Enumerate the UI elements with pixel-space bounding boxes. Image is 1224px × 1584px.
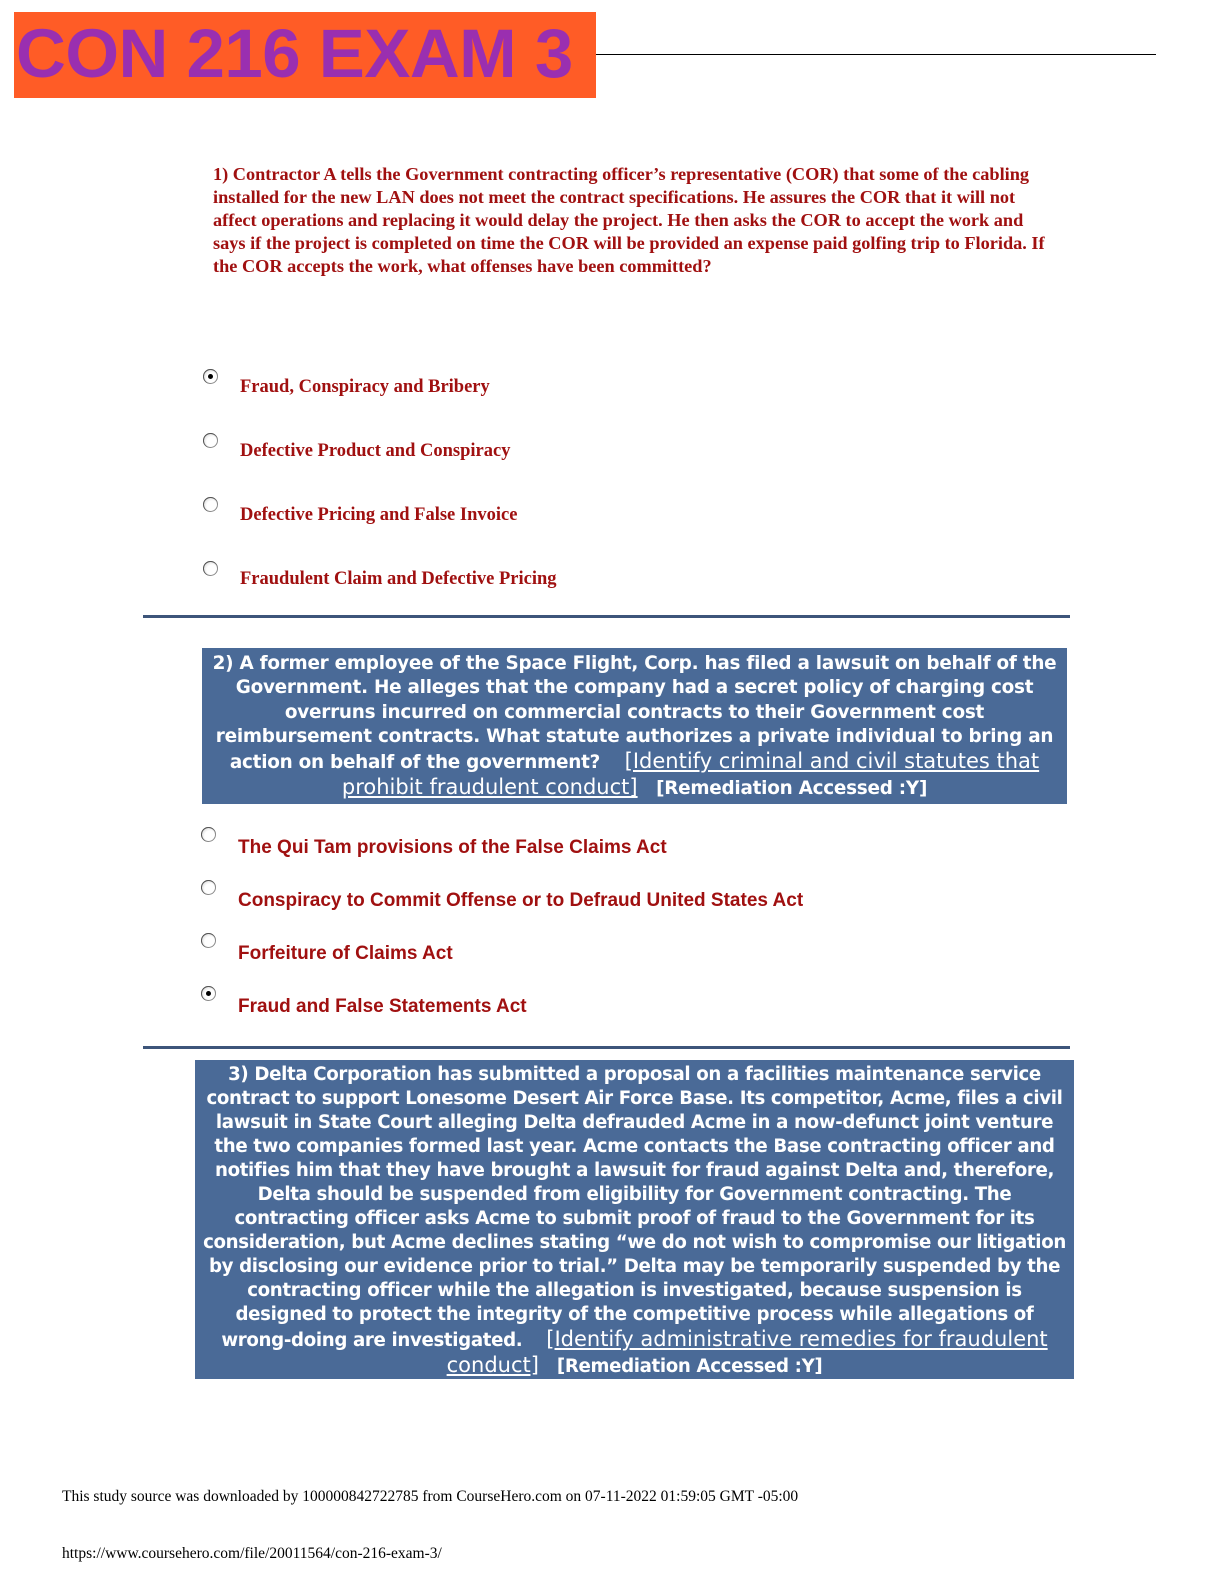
question-1-text: 1) Contractor A tells the Government contracting officer’s representative (COR) that some of the cabling installed for the new LAN does not meet the contract specifications. He assures the COR that it will not affect operations and replacing it would delay the project. He then asks the COR to accept the work and says if the project is completed on time the COR will be provided an expense paid golfing trip to Florida. If the COR accepts the work, what offenses have been committed? xyxy=(213,164,1045,276)
q1-option-3-label[interactable]: Defective Pricing and False Invoice xyxy=(240,505,518,525)
q1-option-3-radio[interactable] xyxy=(203,497,218,512)
q2-option-2-radio[interactable] xyxy=(201,880,216,895)
question-3-text: 3) Delta Corporation has submitted a proposal on a facilities maintenance service contract to support Lonesome Desert Air Force Base. Its competitor, Acme, files a civil lawsuit in State Court alleging Delta defrauded Acme in a now-defunct joint venture the two companies formed last year. Acme contacts the Base contracting officer and notifies him that they have brought a lawsuit for fraud against Delta and, therefore, Delta should be suspended from eligibility for Government contracting. The contracting officer asks Acme to submit proof of fraud to the Government for its consideration, but Acme declines stating “we do not wish to compromise our litigation by disclosing our evidence prior to trial.” Delta may be temporarily suspended by the contracting officer while the allegation is investigated, because suspension is designed to protect the integrity of the competitive process while allegations of wrong-doing are investigated. xyxy=(203,1064,1066,1351)
q2-remediation-status: [Remediation Accessed :Y] xyxy=(656,778,928,800)
q2-option-1-radio[interactable] xyxy=(201,827,216,842)
question-2-box xyxy=(202,648,1067,804)
q2-remediation-link[interactable]: [Identify criminal and civil statutes that prohibit fraudulent conduct] xyxy=(341,749,1040,800)
section-divider xyxy=(143,1046,1070,1049)
q2-option-3-radio[interactable] xyxy=(201,933,216,948)
q1-option-2-label[interactable]: Defective Product and Conspiracy xyxy=(240,441,511,461)
q1-option-2-radio[interactable] xyxy=(203,433,218,448)
question-3-box xyxy=(195,1060,1074,1379)
title-rule xyxy=(596,54,1156,55)
q1-option-4-radio[interactable] xyxy=(203,561,218,576)
q1-option-4-label[interactable]: Fraudulent Claim and Defective Pricing xyxy=(240,569,557,589)
q2-option-3-label[interactable]: Forfeiture of Claims Act xyxy=(238,943,453,964)
footer-url[interactable]: https://www.coursehero.com/file/20011564/con-216-exam-3/ xyxy=(62,1545,442,1562)
q2-option-2-label[interactable]: Conspiracy to Commit Offense or to Defraud United States Act xyxy=(238,890,804,911)
page-title: CON 216 EXAM 3 xyxy=(14,12,596,98)
q1-option-1-label[interactable]: Fraud, Conspiracy and Bribery xyxy=(240,377,490,397)
section-divider xyxy=(143,615,1070,618)
q2-option-1-label[interactable]: The Qui Tam provisions of the False Claims Act xyxy=(238,837,667,858)
q3-remediation-status: [Remediation Accessed :Y] xyxy=(556,1356,823,1377)
q3-remediation-link[interactable]: [Identify administrative remedies for fraudulent conduct] xyxy=(446,1327,1048,1377)
q2-option-4-radio[interactable] xyxy=(201,986,216,1001)
q1-option-1-radio[interactable] xyxy=(203,369,218,384)
question-2-text: 2) A former employee of the Space Flight, Corp. has filed a lawsuit on behalf of the Government. He alleges that the company had a secret policy of charging cost overruns incurred on commercial contracts to their Government cost reimbursement contracts. What statute authorizes a private individual to bring an action on behalf of the government? xyxy=(212,653,1057,774)
q2-option-4-label[interactable]: Fraud and False Statements Act xyxy=(238,996,527,1017)
footer-source-note: This study source was downloaded by 100000842722785 from CourseHero.com on 07-11-2022 01:59:05 GMT -05:00 xyxy=(62,1488,799,1505)
